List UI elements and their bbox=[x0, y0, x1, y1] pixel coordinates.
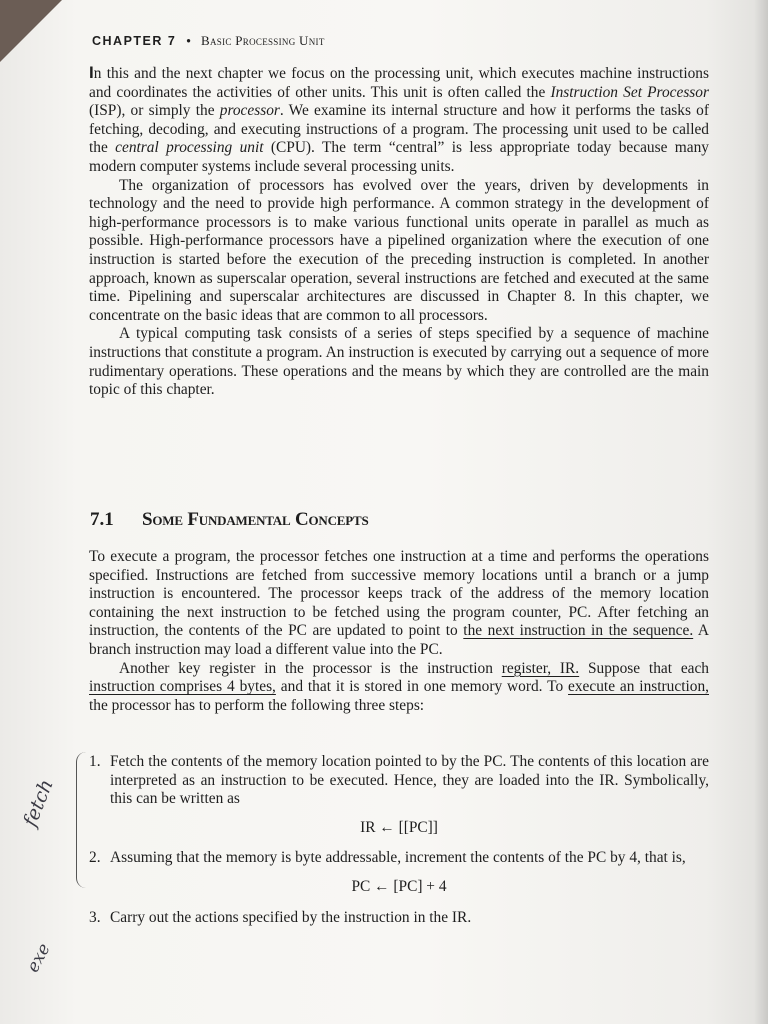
intro-text bbox=[89, 64, 709, 400]
section-number: 7.1 bbox=[90, 509, 114, 530]
list-item: 3. Carry out the actions specified by the instruction in the IR. bbox=[89, 908, 472, 926]
running-header bbox=[92, 33, 325, 49]
steps-list bbox=[89, 753, 709, 927]
section-heading bbox=[90, 509, 369, 531]
header-separator: • bbox=[186, 34, 192, 48]
paragraph: Another key register in the processor is the instruction register, IR. Suppose that each instruction comprises 4 bytes, and that it is stored in one memory word. To execute an instruction, the processor has to perform the following three steps: bbox=[89, 659, 710, 714]
chapter-label: CHAPTER 7 bbox=[92, 34, 177, 48]
list-item: 1. Fetch the contents of the memory location pointed to by the PC. The contents of this location are interpreted as an instruction to be executed. Hence, they are loaded into the IR. Symbolically, this can be written as bbox=[89, 753, 709, 808]
paragraph: A typical computing task consists of a series of steps specified by a sequence of machine instructions that constitute a program. An instruction is executed by carrying out a sequence of more rudimentary operations. These operations and the means by which they are controlled are the main topic of this chapter. bbox=[89, 325, 709, 399]
margin-note-bottom: exe bbox=[23, 940, 55, 976]
margin-note-fetch: fetch bbox=[19, 776, 58, 830]
drop-cap: I bbox=[89, 63, 94, 82]
page-edge-shadow bbox=[754, 0, 768, 1024]
page-corner-shadow bbox=[0, 0, 62, 62]
list-item: 2. Assuming that the memory is byte addressable, increment the contents of the PC by 4, that is, bbox=[89, 849, 686, 867]
section-title: Some Fundamental Concepts bbox=[142, 509, 369, 530]
equation: PC ← [PC] + 4 bbox=[351, 877, 447, 895]
paragraph: The organization of processors has evolved over the years, driven by developments in technology and the need to provide high performance. A common strategy in the development of high-performance processors is to make various functional units operate in parallel as much as possible. High-performance processors have a pipelined organization where the execution of one instruction is started before the execution of the preceding instruction is completed. In another approach, known as superscalar operation, several instructions are fetched and executed at the same time. Pipelining and superscalar architectures are discussed in Chapter 8. In this chapter, we concentrate on the basic ideas that are common to all processors. bbox=[89, 176, 709, 324]
section-text bbox=[89, 548, 709, 715]
margin-bracket-mark bbox=[76, 752, 87, 888]
equation: IR ← [[PC]] bbox=[360, 818, 438, 836]
paragraph: To execute a program, the processor fetches one instruction at a time and performs the operations specified. Instructions are fetched from successive memory locations until a branch or a jump instruction is encountered. The processor keeps track of the address of the memory location containing the next instruction to be fetched using the program counter, PC. After fetching an instruction, the contents of the PC are updated to point to the next instruction in the sequence. A branch instruction may load a different value into the PC. bbox=[89, 548, 709, 658]
paragraph: In this and the next chapter we focus on the processing unit, which executes machine instructions and coordinates the activities of other units. This unit is often called the Instruction Set Processor (ISP), or simply the processor. We examine its internal structure and how it performs the tasks of fetching, decoding, and executing instructions of a program. The processing unit used to be called the central processing unit (CPU). The term “central” is less appropriate today because many modern computer systems include several processing units. bbox=[89, 63, 709, 175]
chapter-title: Basic Processing Unit bbox=[201, 33, 325, 48]
